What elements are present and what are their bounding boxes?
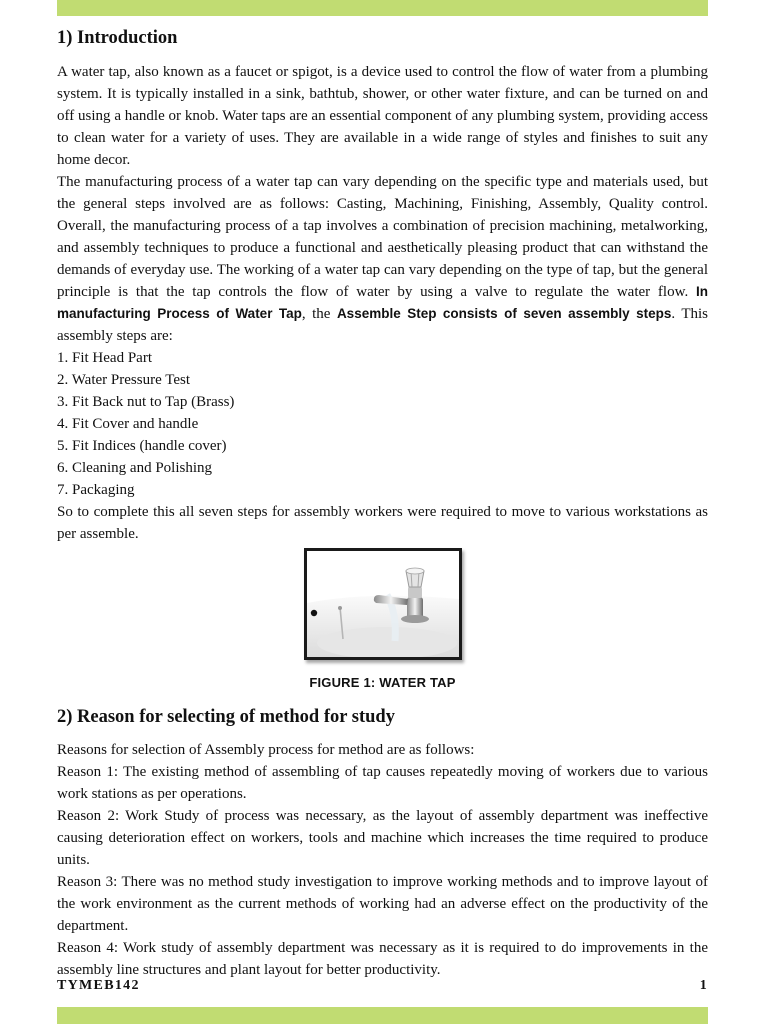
reason-intro-paragraph: Reasons for selection of Assembly process for method are as follows: [57, 742, 475, 758]
reason-2-paragraph: Reason 2: Work Study of process was necessary, as the layout of assembly department was ineffective causing deterioration effect on workers, tools and machine which increases the time required to produce units. [57, 808, 708, 868]
page-content [57, 24, 708, 981]
reason-4-paragraph: Reason 4: Work study of assembly department was necessary as it is required to do improvements in the assembly line structures and plant layout for better productivity. [57, 940, 708, 978]
water-tap-illustration [307, 551, 459, 657]
reason-3-paragraph: Reason 3: There was no method study investigation to improve working methods and to improve layout of the work environment as the current methods of working had an adverse effect on the productivity of the department. [57, 874, 708, 934]
intro-paragraph-3: So to complete this all seven steps for assembly workers were required to move to various workstations as per assemble. [57, 504, 708, 542]
list-item: 3. Fit Back nut to Tap (Brass) [57, 394, 235, 410]
footer-document-code: TYMEB142 [57, 978, 140, 993]
page-number: 1 [699, 978, 708, 993]
intro-paragraph-1: A water tap, also known as a faucet or spigot, is a device used to control the flow of water from a plumbing system. It is typically installed in a sink, bathtub, shower, or other water fixture, and can be turned on and off using a handle or knob. Water taps are an essential component of any plumbing system, providing access to clean water for a variety of uses. They are available in a wide range of styles and finishes to suit any home decor. [57, 64, 708, 168]
list-item: 4. Fit Cover and handle [57, 416, 199, 432]
list-item: 1. Fit Head Part [57, 350, 152, 366]
intro-paragraph-2-bold-1: In manufacturing Process of Water Tap [57, 284, 708, 321]
intro-paragraph-2 [57, 171, 708, 347]
section-heading-introduction: 1) Introduction [57, 28, 178, 48]
figure-caption: FIGURE 1: WATER TAP [309, 675, 456, 690]
section-heading-reason: 2) Reason for selecting of method for study [57, 707, 395, 727]
list-item: 2. Water Pressure Test [57, 372, 190, 388]
page-footer [57, 978, 708, 994]
list-item: 7. Packaging [57, 482, 135, 498]
assembly-steps-list [57, 347, 708, 501]
intro-paragraph-2-text-c: . This assembly steps are: [57, 306, 709, 344]
list-item: 5. Fit Indices (handle cover) [57, 438, 227, 454]
intro-paragraph-2-text-a: The manufacturing process of a water tap can vary depending on the specific type and materials used, but the general steps involved are as follows: Casting, Machining, Finishing, Assembly, Quality control. Overall, the manufacturing process of a tap involves a combination of precision machining, metalworking, and assembly techniques to produce a functional and aesthetically pleasing product that can withstand the demands of everyday use. The working of a water tap can vary depending on the type of tap, but the general principle is that the tap controls the flow of water by using a valve to regulate the water flow. [57, 174, 708, 300]
intro-paragraph-2-bold-2: Assemble Step consists of seven assembly steps [336, 306, 672, 321]
figure-water-tap [57, 548, 708, 694]
list-item: 6. Cleaning and Polishing [57, 460, 212, 476]
intro-paragraph-2-text-b: , the [301, 306, 337, 322]
reason-1-paragraph: Reason 1: The existing method of assembling of tap causes repeatedly moving of workers due to various work stations as per operations. [57, 764, 708, 802]
footer-accent-bar [57, 1007, 708, 1024]
header-accent-bar [57, 0, 708, 16]
water-tap-photo [304, 548, 462, 660]
